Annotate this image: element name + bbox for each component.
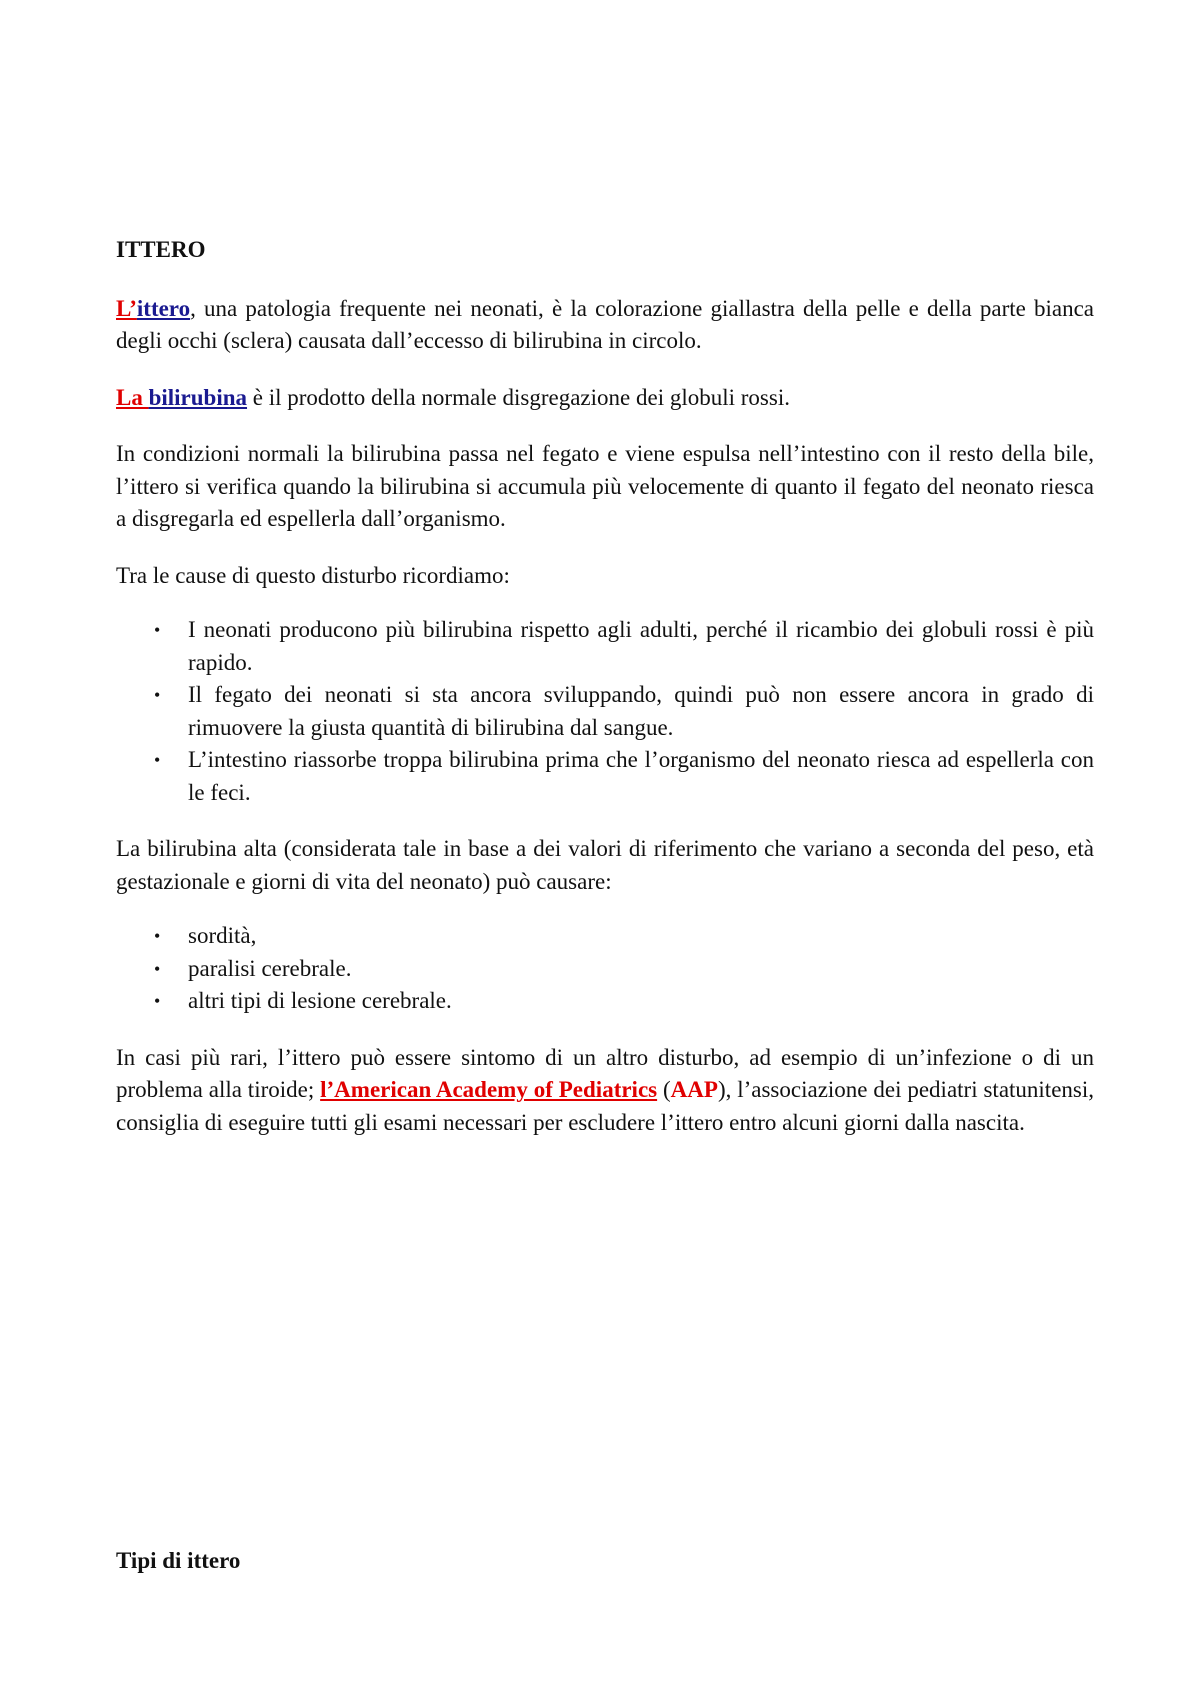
document-body [116, 234, 1094, 1163]
list-item [116, 985, 1094, 1018]
link-ittero-prefix[interactable]: L’ [116, 295, 137, 321]
list-item [116, 744, 1094, 809]
list-item [116, 953, 1094, 986]
bullet-icon: • [154, 620, 161, 640]
paragraph-cause-intro: Tra le cause di questo disturbo ricordiamo: [116, 562, 510, 588]
bullet-icon: • [154, 958, 161, 979]
list-item-text: sordità, [188, 923, 257, 948]
bullet-icon: • [154, 926, 161, 946]
paragraph-intro [116, 293, 1094, 358]
list-item-text: Il fegato dei neonati si sta ancora sviluppando, quindi può non essere ancora in grado di rimuovere la giusta quantità di bilirubina dal sangue. [188, 682, 1094, 740]
list-item [116, 614, 1094, 679]
paragraph-bilirubina-alta: La bilirubina alta (considerata tale in base a dei valori di riferimento che variano a seconda del peso, età gestazionale e giorni di vita del neonato) può causare: [116, 836, 1094, 894]
list-item-text: I neonati producono più bilirubina rispetto agli adulti, perché il ricambio dei globuli rossi è più rapido. [188, 617, 1094, 675]
effects-list [116, 920, 1094, 1018]
paren-open: ( [657, 1077, 671, 1102]
link-ittero[interactable]: ittero [136, 295, 191, 321]
paragraph-bilirubina-text: è il prodotto della normale disgregazione dei globuli rossi. [247, 384, 790, 410]
paragraph-bilirubina [116, 382, 1094, 415]
bullet-icon: • [154, 685, 161, 705]
bullet-icon: • [154, 991, 161, 1011]
link-bilirubina-prefix[interactable]: La [116, 384, 149, 410]
paragraph-casi-rari-tail: ), l’associazione dei pediatri statunitensi, consiglia di eseguire tutti gli esami necessari per escludere l’ittero entro alcuni giorni dalla nascita. [116, 1077, 1094, 1135]
list-item-text: altri tipi di lesione cerebrale. [188, 988, 452, 1013]
list-item-text: paralisi cerebrale. [188, 955, 352, 981]
link-american-academy-of-pediatrics[interactable]: l’American Academy of Pediatrics [320, 1077, 658, 1102]
paragraph-intro-text: , una patologia frequente nei neonati, è la colorazione giallastra della pelle e della parte bianca degli occhi (sclera) causata dall’eccesso di bilirubina in circolo. [116, 295, 1094, 353]
abbr-aap: AAP [670, 1077, 718, 1102]
paragraph-casi-rari [116, 1042, 1094, 1140]
paragraph-condizioni: In condizioni normali la bilirubina passa nel fegato e viene espulsa nell’intestino con il resto della bile, l’ittero si verifica quando la bilirubina si accumula più velocemente di quanto il fegato del neonato riesca a disgregarla ed espellerla dall’organismo. [116, 441, 1094, 531]
list-item [116, 920, 1094, 953]
section-heading-tipi-di-ittero: Tipi di ittero [116, 1548, 241, 1573]
list-item-text: L’intestino riassorbe troppa bilirubina prima che l’organismo del neonato riesca ad espellerla con le feci. [188, 747, 1094, 805]
link-bilirubina[interactable]: bilirubina [148, 384, 248, 410]
list-item [116, 679, 1094, 744]
page-title: ITTERO [116, 237, 206, 262]
paragraph-casi-rari-text: In casi più rari, l’ittero può essere sintomo di un altro disturbo, ad esempio di un’infezione o di un problema alla tiroide; [116, 1044, 1094, 1102]
bullet-icon: • [154, 750, 161, 770]
causes-list [116, 614, 1094, 809]
